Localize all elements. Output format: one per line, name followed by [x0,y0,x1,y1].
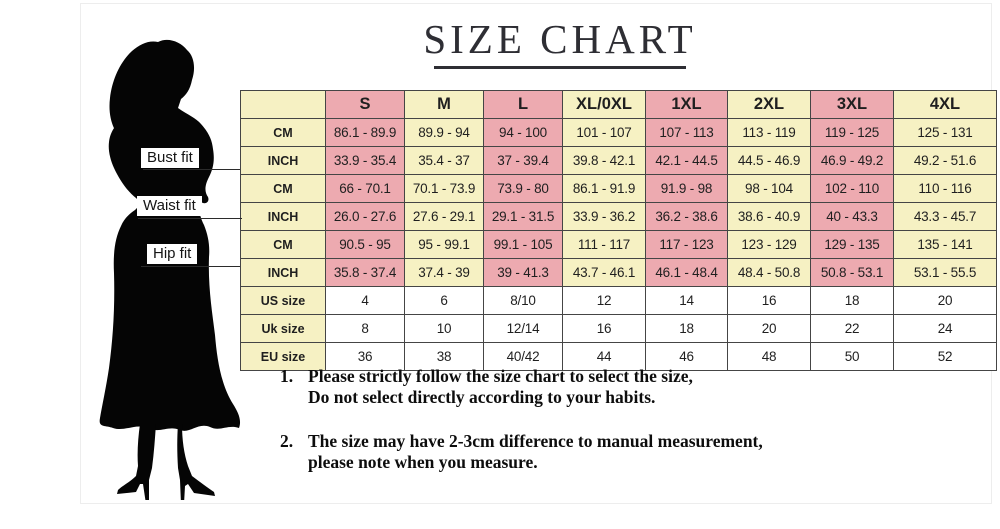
row-label: INCH [241,147,326,175]
note-2-line-2: please note when you measure. [308,452,538,472]
table-row [241,315,997,343]
note-1-number: 1. [280,366,294,386]
size-value-cell: 39 - 41.3 [484,259,563,287]
size-value-cell: 18 [646,315,728,343]
size-value-cell: 42.1 - 44.5 [646,147,728,175]
table-row [241,147,997,175]
size-value-cell: 39.8 - 42.1 [563,147,646,175]
size-value-cell: 33.9 - 35.4 [326,147,405,175]
size-value-cell: 6 [405,287,484,315]
size-value-cell: 20 [728,315,811,343]
size-value-cell: 4 [326,287,405,315]
size-value-cell: 129 - 135 [811,231,894,259]
bust-fit-label: Bust fit [141,148,199,168]
note-1-line-2: Do not select directly according to your habits. [308,387,656,407]
row-label: INCH [241,203,326,231]
row-label: CM [241,175,326,203]
note-2 [280,431,900,473]
table-row [241,259,997,287]
size-value-cell: 46.1 - 48.4 [646,259,728,287]
size-value-cell: 50 [811,343,894,371]
size-value-cell: 107 - 113 [646,119,728,147]
size-value-cell: 119 - 125 [811,119,894,147]
size-value-cell: 33.9 - 36.2 [563,203,646,231]
size-value-cell: 66 - 70.1 [326,175,405,203]
table-row [241,231,997,259]
size-value-cell: 22 [811,315,894,343]
size-value-cell: 110 - 116 [894,175,997,203]
size-value-cell: 123 - 129 [728,231,811,259]
table-row [241,119,997,147]
row-label: INCH [241,259,326,287]
size-value-cell: 27.6 - 29.1 [405,203,484,231]
size-value-cell: 8/10 [484,287,563,315]
size-value-cell: 26.0 - 27.6 [326,203,405,231]
row-label: EU size [241,343,326,371]
size-value-cell: 135 - 141 [894,231,997,259]
note-1 [280,366,900,408]
size-chart-table [240,90,997,371]
size-value-cell: 113 - 119 [728,119,811,147]
page-title: SIZE CHART [423,16,697,62]
size-value-cell: 38.6 - 40.9 [728,203,811,231]
size-value-cell: 36.2 - 38.6 [646,203,728,231]
size-value-cell: 111 - 117 [563,231,646,259]
size-value-cell: 14 [646,287,728,315]
silhouette-body [100,40,240,431]
row-label: CM [241,231,326,259]
table-row [241,175,997,203]
size-value-cell: 102 - 110 [811,175,894,203]
size-column-header: 1XL [646,91,728,119]
size-value-cell: 36 [326,343,405,371]
size-column-header: L [484,91,563,119]
size-value-cell: 52 [894,343,997,371]
row-label: Uk size [241,315,326,343]
size-value-cell: 12 [563,287,646,315]
size-value-cell: 98 - 104 [728,175,811,203]
size-value-cell: 86.1 - 91.9 [563,175,646,203]
title-block [340,18,780,69]
size-value-cell: 37 - 39.4 [484,147,563,175]
size-column-header: S [326,91,405,119]
woman-silhouette-icon [92,38,244,500]
table-row [241,287,997,315]
size-value-cell: 38 [405,343,484,371]
header-row [241,91,997,119]
size-value-cell: 101 - 107 [563,119,646,147]
size-value-cell: 20 [894,287,997,315]
size-value-cell: 95 - 99.1 [405,231,484,259]
size-value-cell: 16 [563,315,646,343]
size-value-cell: 35.4 - 37 [405,147,484,175]
note-2-text [308,431,763,473]
note-1-line-1: Please strictly follow the size chart to select the size, [308,366,693,386]
size-value-cell: 44 [563,343,646,371]
size-value-cell: 12/14 [484,315,563,343]
note-2-line-1: The size may have 2-3cm difference to manual measurement, [308,431,763,451]
notes-section [280,366,900,496]
waist-fit-pointer-line [138,218,242,219]
row-label: US size [241,287,326,315]
size-value-cell: 48.4 - 50.8 [728,259,811,287]
size-value-cell: 89.9 - 94 [405,119,484,147]
size-value-cell: 117 - 123 [646,231,728,259]
row-label: CM [241,119,326,147]
waist-fit-label: Waist fit [137,196,202,216]
size-value-cell: 53.1 - 55.5 [894,259,997,287]
note-2-number: 2. [280,431,294,451]
size-value-cell: 40/42 [484,343,563,371]
size-value-cell: 43.3 - 45.7 [894,203,997,231]
size-value-cell: 8 [326,315,405,343]
size-value-cell: 48 [728,343,811,371]
size-value-cell: 50.8 - 53.1 [811,259,894,287]
note-1-text [308,366,693,408]
corner-header-cell [241,91,326,119]
size-value-cell: 10 [405,315,484,343]
title-underline [434,66,686,69]
table-row [241,203,997,231]
size-value-cell: 40 - 43.3 [811,203,894,231]
size-value-cell: 94 - 100 [484,119,563,147]
size-value-cell: 70.1 - 73.9 [405,175,484,203]
size-value-cell: 24 [894,315,997,343]
size-value-cell: 18 [811,287,894,315]
size-column-header: 2XL [728,91,811,119]
silhouette-right-leg [177,424,215,500]
size-value-cell: 91.9 - 98 [646,175,728,203]
size-value-cell: 46 [646,343,728,371]
size-value-cell: 16 [728,287,811,315]
size-value-cell: 86.1 - 89.9 [326,119,405,147]
size-value-cell: 44.5 - 46.9 [728,147,811,175]
hip-fit-label: Hip fit [147,244,197,264]
size-value-cell: 29.1 - 31.5 [484,203,563,231]
size-column-header: M [405,91,484,119]
hip-fit-pointer-line [141,266,240,267]
size-value-cell: 46.9 - 49.2 [811,147,894,175]
size-value-cell: 73.9 - 80 [484,175,563,203]
size-value-cell: 37.4 - 39 [405,259,484,287]
size-column-header: XL/0XL [563,91,646,119]
bust-fit-pointer-line [143,169,240,170]
size-column-header: 4XL [894,91,997,119]
size-value-cell: 90.5 - 95 [326,231,405,259]
size-value-cell: 43.7 - 46.1 [563,259,646,287]
size-column-header: 3XL [811,91,894,119]
size-value-cell: 49.2 - 51.6 [894,147,997,175]
silhouette-left-leg [117,424,156,500]
size-value-cell: 99.1 - 105 [484,231,563,259]
size-value-cell: 35.8 - 37.4 [326,259,405,287]
size-value-cell: 125 - 131 [894,119,997,147]
